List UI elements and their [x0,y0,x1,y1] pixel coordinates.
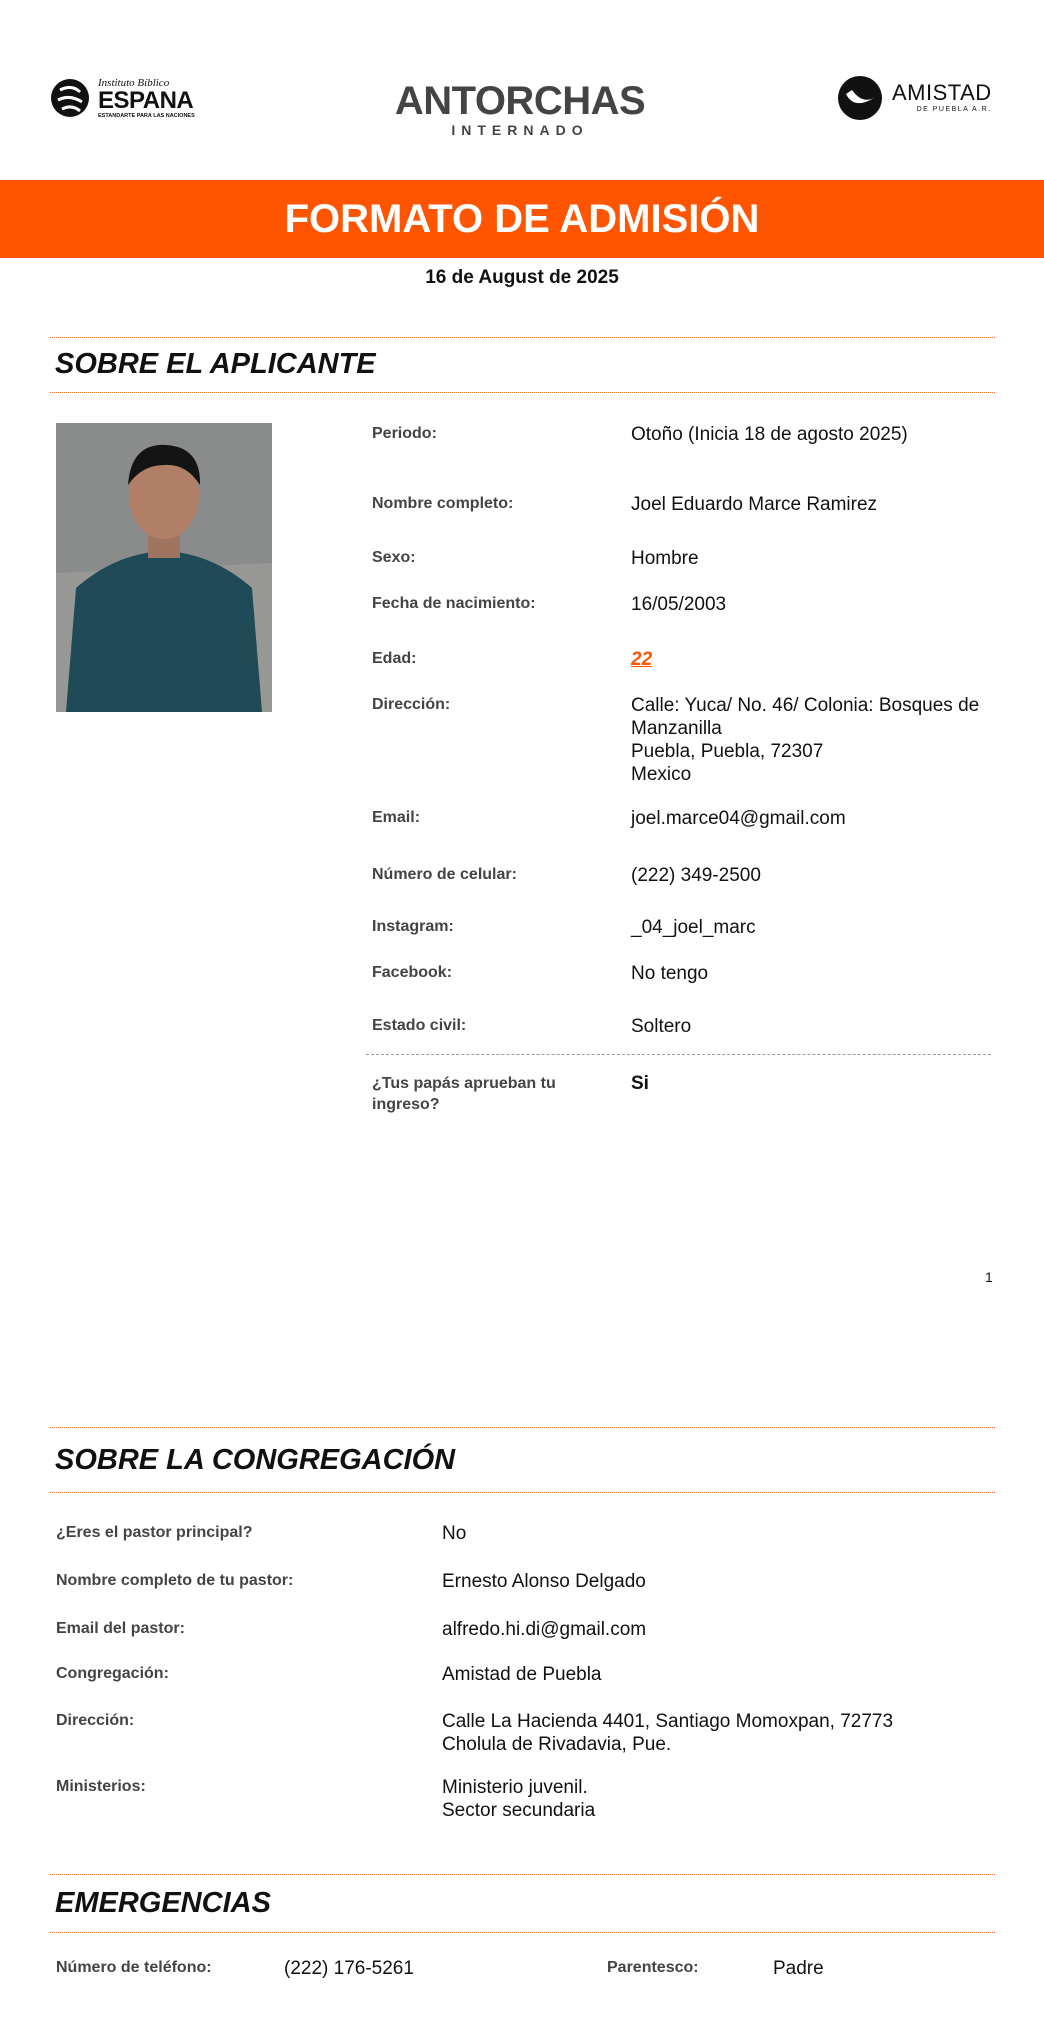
field-value: Amistad de Puebla [442,1664,602,1685]
field-label: Instagram: [372,918,454,935]
field-value: (222) 176-5261 [284,1958,414,1979]
field-label: ¿Eres el pastor principal? [56,1524,253,1541]
field-label: Dirección: [56,1712,135,1729]
logo-text: ESPANA [98,86,194,114]
logo-amistad [838,76,992,120]
field-value: No [442,1523,467,1544]
field-value: Padre [773,1958,824,1979]
divider [50,1874,995,1875]
field-value: No tengo [631,963,709,984]
field-label: Ministerios: [56,1778,146,1795]
logo-text: DE PUEBLA A.R. [916,106,992,113]
flame-emblem-icon [50,76,90,120]
address-line: Calle La Hacienda 4401, Santiago Momoxpan, 72773 [442,1711,894,1732]
field-value: Si [631,1073,649,1094]
field-label: Facebook: [372,964,453,981]
divider [50,1932,995,1933]
section-heading-emergency: EMERGENCIAS [55,1887,271,1919]
page-title: FORMATO DE ADMISIÓN [0,180,1044,258]
applicant-fields [372,423,995,1115]
divider [50,337,995,338]
emergency-fields [56,1957,995,1980]
address-line: Calle: Yuca/ No. 46/ Colonia: Bosques de Manzanilla [631,695,980,739]
field-label: Email: [372,809,421,826]
field-label: Email del pastor: [56,1620,185,1637]
logo-antorchas [370,80,670,138]
logo-text: ESTANDARTE PARA LAS NACIONES [98,112,195,119]
field-label: Parentesco: [607,1959,699,1976]
logo-text: ANTORCHAS [394,79,646,123]
field-value: Otoño (Inicia 18 de agosto 2025) [631,424,908,445]
field-label: Número de teléfono: [56,1959,212,1976]
address-line: Mexico [631,764,692,785]
logo-text: Instituto Bíblico [98,76,170,89]
page-number: 1 [985,1269,993,1285]
field-label: Sexo: [372,549,416,566]
field-value: 16/05/2003 [631,594,727,615]
field-value [442,1710,995,1770]
field-value: Soltero [631,1016,692,1037]
address-line: Puebla, Puebla, 72307 [631,741,824,762]
field-label: Dirección: [372,696,451,713]
field-label: Estado civil: [372,1017,467,1034]
field-value: joel.marce04@gmail.com [631,808,846,829]
field-label: Edad: [372,650,417,667]
field-value: _04_joel_marc [631,917,756,938]
field-label: Congregación: [56,1665,169,1682]
ministry-line: Ministerio juvenil. [442,1777,588,1798]
field-value: alfredo.hi.di@gmail.com [442,1619,647,1640]
field-label: Nombre completo: [372,495,514,512]
section-heading-applicant: SOBRE EL APLICANTE [55,348,376,380]
age-value: 22 [631,649,653,670]
field-label: Nombre completo de tu pastor: [56,1572,294,1589]
divider [50,392,995,393]
applicant-photo [56,423,272,712]
logo-text: AMISTAD [892,80,992,105]
logo-instituto-biblico-espana [50,76,195,120]
ministry-line: Sector secundaria [442,1800,596,1821]
form-date: 16 de August de 2025 [425,267,619,288]
field-value: Ernesto Alonso Delgado [442,1571,646,1592]
field-label: ¿Tus papás aprueban tu ingreso? [372,1075,556,1113]
field-label: Número de celular: [372,866,517,883]
address-line: Cholula de Rivadavia, Pue. [442,1734,672,1755]
congregation-fields [56,1522,995,1822]
section-heading-congregation: SOBRE LA CONGREGACIÓN [55,1444,456,1476]
field-value [631,694,991,798]
field-value: Joel Eduardo Marce Ramirez [631,494,878,515]
dove-emblem-icon [838,76,882,120]
field-value [442,1776,995,1822]
field-value: Hombre [631,548,699,569]
divider [366,1054,991,1072]
divider [50,1492,995,1493]
person-photo-icon [56,423,272,712]
logo-text: INTERNADO [451,122,589,138]
field-value: (222) 349-2500 [631,865,761,886]
divider [50,1427,995,1428]
field-label: Periodo: [372,425,437,442]
field-label: Fecha de nacimiento: [372,595,536,612]
